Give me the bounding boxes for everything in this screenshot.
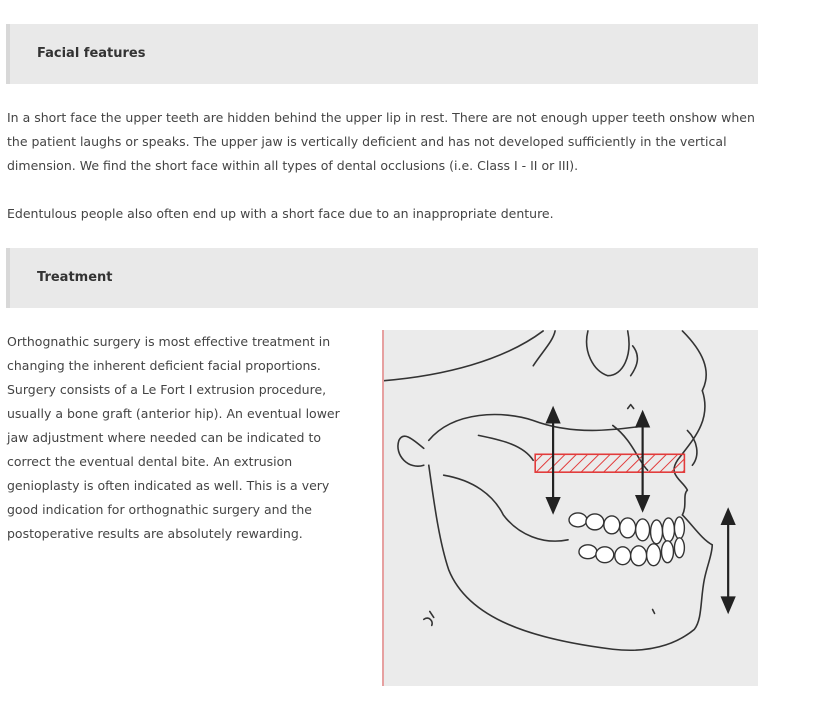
paragraph-short-face: In a short face the upper teeth are hidden behind the upper lip in rest. There are not enough upper teeth onshow when the patient laughs or speaks. The upper jaw is vertically deficient and has not developed sufficiently in the vertical dimension. We find the short face within all types of dental occlusions (i.e. Class I - II or III).: [7, 110, 755, 173]
section-title: Facial features: [37, 46, 146, 61]
skull-sketch-drawing: [384, 330, 758, 686]
jaw-surgery-illustration: [382, 330, 758, 686]
section-header-facial-features: [6, 24, 758, 84]
paragraph-treatment: Orthognathic surgery is most effective treatment in changing the inherent deficient facial proportions. Surgery consists of a Le Fort I extrusion procedure, usually a bone graft (anterior hip). An eventual lower jaw adjustment where needed can be indicated to correct the eventual dental bite. An extrusion genioplasty is often indicated as well. This is a very good indication for orthognathic surgery and the postoperative results are absolutely rewarding.: [7, 334, 340, 541]
section-title: Treatment: [37, 270, 113, 285]
paragraph-edentulous: Edentulous people also often end up with a short face due to an inappropriate denture.: [7, 206, 554, 221]
bone-graft-band: [535, 454, 684, 472]
arrow-chin-icon: [722, 510, 734, 611]
section-header-treatment: [6, 248, 758, 308]
